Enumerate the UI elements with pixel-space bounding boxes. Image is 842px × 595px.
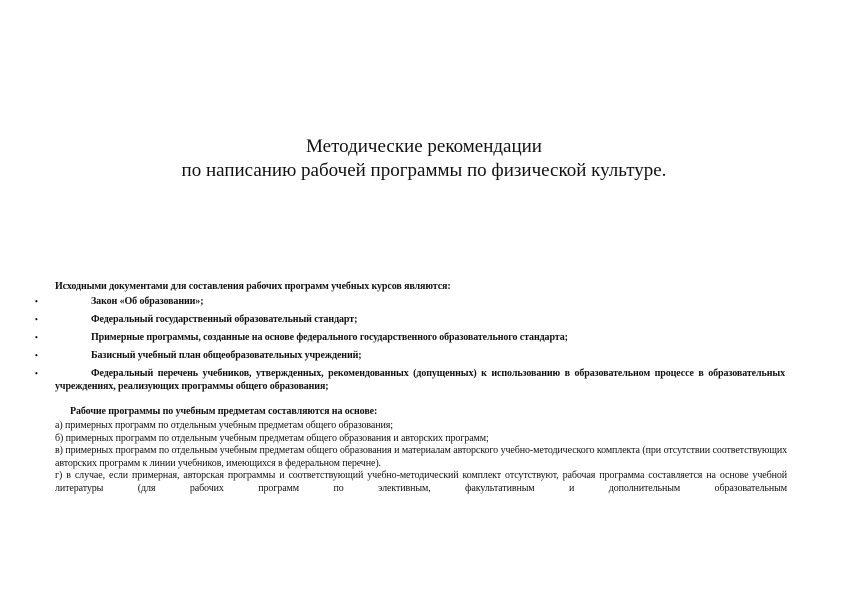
list-item bbox=[35, 367, 785, 393]
list-item-text: Федеральный перечень учебников, утвержденных, рекомендованных (допущенных) к использованию в образовательном процессе в образовательных учреждениях, реализующих программы общего образования; bbox=[55, 368, 785, 392]
list-item-text: Примерные программы, созданные на основе федерального государственного образовательного стандарта; bbox=[91, 332, 568, 343]
list-item bbox=[35, 313, 785, 326]
list-item-text: Закон «Об образовании»; bbox=[91, 296, 204, 307]
list-item-text: Базисный учебный план общеобразовательных учреждений; bbox=[91, 350, 362, 361]
basis-item-d: г) в случае, если примерная, авторская программы и соответствующий учебно-методический комплект отсутствуют, рабочая программа составляется на основе учебной литературы (для рабочих программ по элективным, факультативным и дополнительным образовательным bbox=[55, 470, 787, 494]
document-title bbox=[0, 135, 842, 183]
basis-item-b: б) примерных программ по отдельным учебным предметам общего образования и авторских программ; bbox=[55, 432, 489, 444]
bullet-icon: • bbox=[35, 369, 38, 378]
list-item bbox=[35, 349, 785, 362]
bullet-icon: • bbox=[35, 333, 38, 342]
section-heading: Рабочие программы по учебным предметам составляются на основе: bbox=[70, 406, 378, 417]
basis-item-a: а) примерных программ по отдельным учебным предметам общего образования; bbox=[55, 420, 393, 431]
title-line-2: по написанию рабочей программы по физической культуре. bbox=[181, 160, 667, 181]
source-documents-list bbox=[35, 295, 785, 398]
bullet-icon: • bbox=[35, 351, 38, 360]
list-item-text: Федеральный государственный образовательный стандарт; bbox=[91, 314, 358, 325]
bullet-icon: • bbox=[35, 315, 38, 324]
list-item bbox=[35, 331, 785, 344]
basis-item-c: в) примерных программ по отдельным учебным предметам общего образования и материалам авторского учебно-методического комплекта (при отсутствии соответствующих авторских программ к линии учебников, имеющихся в федеральном перечне). bbox=[55, 445, 787, 469]
basis-section bbox=[55, 405, 787, 495]
title-line-1: Методические рекомендации bbox=[306, 136, 542, 157]
intro-paragraph: Исходными документами для составления рабочих программ учебных курсов являются: bbox=[55, 281, 451, 292]
list-item bbox=[35, 295, 785, 308]
bullet-icon: • bbox=[35, 297, 38, 306]
